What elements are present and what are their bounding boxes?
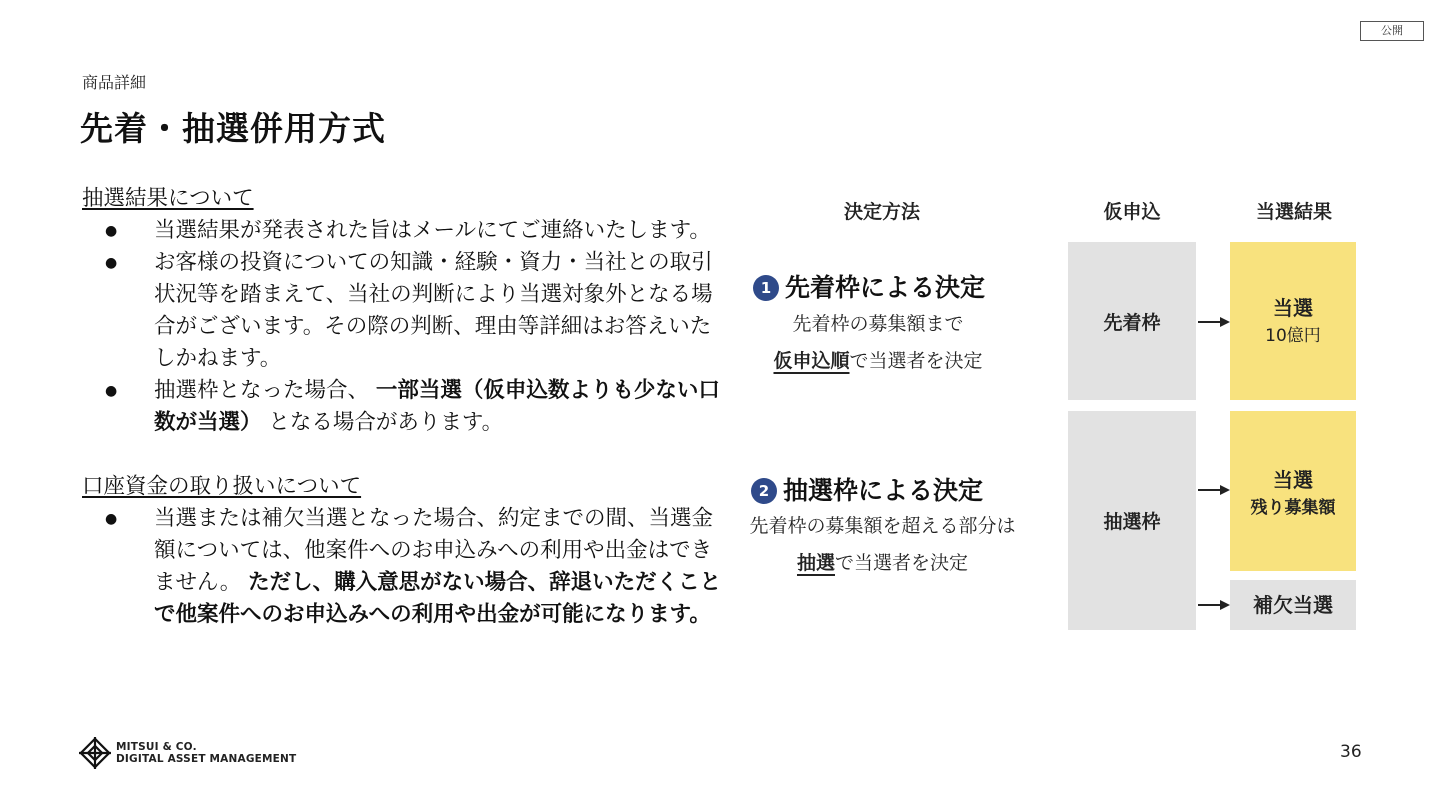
method1-title [753,268,985,304]
method1-line2-rest: で当選者を決定 [849,350,983,372]
result1-amount: 10億円 [1265,326,1321,346]
result1-title: 当選 [1273,296,1313,320]
lottery-results-list [82,215,722,439]
column-header-result: 当選結果 [1255,201,1332,223]
bullet-bold-text: ただし、購入意思がない場合、辞退いただくことで他案件へのお申込みへの利用や出金が可能になります。 [154,570,722,627]
first-come-label: 先着枠 [1103,311,1161,334]
result2-amount: 残り募集額 [1250,498,1336,518]
account-funds-list [82,503,722,631]
method2-description [710,508,1055,582]
result-substitute-box [1230,580,1356,630]
lottery-box [1068,411,1196,630]
method1-line1: 先着枠の募集額まで [792,313,964,335]
list-item [82,215,722,247]
method1-description [728,306,1028,380]
bullet-bold-text: 一部当選（仮申込数よりも少ない口数が当選） [154,378,720,435]
page-number: 36 [1340,742,1362,762]
method2-line2 [710,545,1055,582]
method2-line2-rest: で当選者を決定 [835,552,969,574]
method2-line1: 先着枠の募集額を超える部分は [749,515,1016,537]
bullet-text: 当選結果が発表された旨はメールにてご連絡いたします。 [154,218,711,243]
method2-emphasis: 抽選 [796,552,835,574]
lottery-label: 抽選枠 [1103,511,1161,533]
method2-title-text: 抽選枠による決定 [783,476,984,505]
bullet-text: となる場合があります。 [268,410,504,435]
list-item [82,375,722,439]
result-win-lottery-box [1230,411,1356,571]
first-come-box [1068,242,1196,400]
method1-emphasis: 仮申込順 [773,350,850,372]
company-name-line1: MITSUI & CO. [116,741,197,753]
arrow-right-icon [1196,316,1232,328]
bullet-text: 抽選枠となった場合、 [154,378,370,403]
arrow-right-icon [1196,484,1232,496]
company-name-line2: DIGITAL ASSET MANAGEMENT [116,753,297,765]
company-name [116,741,296,765]
section-heading-account-funds: 口座資金の取り扱いについて [82,474,362,499]
column-header-method: 決定方法 [843,201,920,223]
method2-title [751,471,983,507]
result-win-first-box [1230,242,1356,400]
bullet-text: 当選または補欠当選となった場合、約定までの間、当選金額については、他案件へのお申込みへの利用や出金はできません。 [154,506,714,595]
section-kicker: 商品詳細 [82,73,147,92]
bullet-text: お客様の投資についての知識・経験・資力・当社との取引状況等を踏まえて、当社の判断により当選対象外となる場合がございます。その際の判断、理由等詳細はお答えいたしかねます。 [154,250,713,371]
section-heading-lottery-results: 抽選結果について [82,186,254,211]
arrow-right-icon [1196,599,1232,611]
result3-title: 補欠当選 [1253,593,1333,617]
public-badge: 公開 [1360,21,1424,41]
method1-line2 [728,343,1028,380]
list-item [82,503,722,631]
result2-title: 当選 [1273,468,1313,492]
number-2-icon: 2 [751,478,777,504]
method1-title-text: 先着枠による決定 [785,273,986,302]
list-item [82,247,722,375]
page-title: 先着・抽選併用方式 [80,109,386,148]
number-1-icon: 1 [753,275,779,301]
left-text-column [82,183,722,631]
column-header-provisional: 仮申込 [1103,201,1161,223]
